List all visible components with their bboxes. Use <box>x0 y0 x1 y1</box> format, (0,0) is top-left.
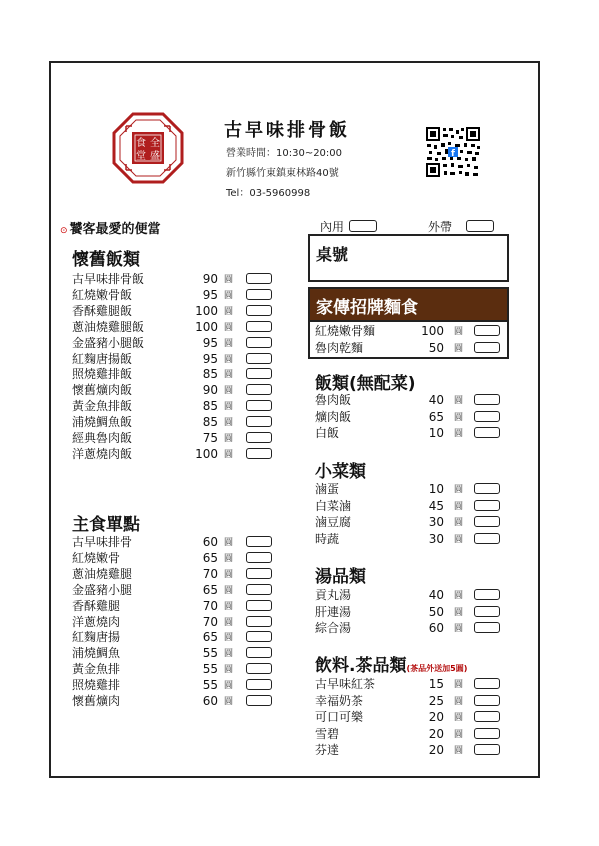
item-quantity-box[interactable] <box>246 552 272 563</box>
section-title-plain-rice: 飯類(無配菜) <box>315 374 416 394</box>
item-name: 紅燒嫩骨 <box>72 550 121 565</box>
table-number-box[interactable] <box>308 234 509 282</box>
item-price: 25 <box>428 693 444 708</box>
item-price: 10 <box>428 482 444 496</box>
menu-item-row <box>72 566 276 582</box>
section-title-drinks: 飲料.茶品類 <box>315 656 407 676</box>
menu-item-row <box>72 582 276 598</box>
item-unit: 圓 <box>454 534 464 545</box>
item-name: 魯肉乾麵 <box>315 340 364 355</box>
item-price: 70 <box>202 598 218 613</box>
item-quantity-box[interactable] <box>474 394 500 405</box>
item-quantity-box[interactable] <box>246 679 272 690</box>
item-price: 95 <box>202 351 218 366</box>
menu-item-row <box>72 398 276 414</box>
item-unit: 圓 <box>224 386 234 397</box>
item-quantity-box[interactable] <box>474 500 500 511</box>
item-name: 紅麴唐揚飯 <box>72 351 133 366</box>
item-unit: 圓 <box>224 306 234 317</box>
item-name: 金盛豬小腿 <box>72 582 133 597</box>
item-unit: 圓 <box>454 591 464 601</box>
item-name: 蔥油燒雞腿飯 <box>72 319 145 334</box>
menu-item-row <box>72 550 276 566</box>
item-name: 幸福奶茶 <box>315 693 364 708</box>
item-name: 浦燒鯛魚飯 <box>72 415 133 430</box>
item-quantity-box[interactable] <box>246 432 272 443</box>
menu-item-row <box>315 409 504 425</box>
item-unit: 圓 <box>454 624 464 634</box>
item-quantity-box[interactable] <box>246 416 272 427</box>
item-price: 50 <box>428 604 444 619</box>
item-unit: 圓 <box>454 485 464 495</box>
dine-in-label: 內用 <box>320 220 345 234</box>
menu-item-row <box>315 676 504 692</box>
item-quantity-box[interactable] <box>246 305 272 316</box>
item-quantity-box[interactable] <box>246 337 272 348</box>
menu-item-row <box>315 340 504 356</box>
item-price: 45 <box>428 498 444 513</box>
item-unit: 圓 <box>224 338 234 349</box>
item-price: 85 <box>202 367 218 382</box>
item-name: 白菜滷 <box>315 498 352 513</box>
menu-item-row <box>72 335 276 351</box>
item-price: 20 <box>428 743 444 757</box>
menu-item-row <box>72 677 276 693</box>
item-quantity-box[interactable] <box>246 273 272 284</box>
item-unit: 圓 <box>224 649 234 660</box>
menu-item-row <box>315 514 504 530</box>
item-price: 65 <box>428 409 444 424</box>
menu-item-row <box>315 742 504 758</box>
menu-item-row <box>72 661 276 677</box>
item-unit: 圓 <box>224 322 234 333</box>
signature-noodles-banner <box>308 287 509 322</box>
item-price: 70 <box>202 566 218 581</box>
item-quantity-box[interactable] <box>474 744 500 755</box>
item-price: 65 <box>202 582 218 597</box>
item-quantity-box[interactable] <box>246 584 272 595</box>
menu-item-row <box>72 414 276 430</box>
menu-item-row <box>315 481 504 497</box>
svg-text:食: 食 <box>136 138 146 149</box>
menu-item-row <box>72 693 276 709</box>
item-name: 洋蔥燒肉飯 <box>72 446 133 461</box>
item-quantity-box[interactable] <box>474 533 500 544</box>
item-quantity-box[interactable] <box>246 600 272 611</box>
item-unit: 圓 <box>224 585 234 596</box>
item-name: 可口可樂 <box>315 710 364 724</box>
item-unit: 圓 <box>224 290 234 301</box>
item-unit: 圓 <box>454 327 464 337</box>
item-price: 20 <box>428 726 444 741</box>
item-quantity-box[interactable] <box>474 678 500 689</box>
item-unit: 圓 <box>224 418 234 429</box>
menu-item-row <box>315 709 504 725</box>
item-quantity-box[interactable] <box>474 695 500 706</box>
menu-item-row <box>315 620 504 636</box>
item-name: 浦燒鯛魚 <box>72 646 121 661</box>
item-price: 40 <box>428 393 444 407</box>
item-unit: 圓 <box>224 402 234 413</box>
item-name: 芬達 <box>315 743 340 757</box>
item-unit: 圓 <box>224 633 234 644</box>
item-name: 金盛豬小腿飯 <box>72 335 145 350</box>
telephone: Tel：03-5960998 <box>226 188 311 199</box>
address: 新竹縣竹東鎮東林路40號 <box>226 168 339 179</box>
item-unit: 圓 <box>454 746 464 756</box>
item-price: 50 <box>428 340 444 355</box>
item-quantity-box[interactable] <box>474 622 500 633</box>
item-price: 85 <box>202 415 218 430</box>
item-name: 時蔬 <box>315 531 340 546</box>
menu-item-row <box>72 534 276 550</box>
item-price: 55 <box>202 662 218 677</box>
item-price: 10 <box>428 426 444 440</box>
item-unit: 圓 <box>224 354 234 365</box>
item-price: 70 <box>202 614 218 629</box>
item-unit: 圓 <box>454 518 464 528</box>
item-name: 滷蛋 <box>315 482 340 496</box>
item-quantity-box[interactable] <box>246 289 272 300</box>
item-quantity-box[interactable] <box>474 589 500 600</box>
item-quantity-box[interactable] <box>246 321 272 332</box>
item-price: 100 <box>195 446 218 461</box>
item-unit: 圓 <box>224 538 234 548</box>
menu-item-row <box>72 366 276 382</box>
item-quantity-box[interactable] <box>246 400 272 411</box>
takeout-checkbox[interactable] <box>466 220 494 232</box>
item-name: 黃金魚排飯 <box>72 399 133 414</box>
item-name: 照燒雞排飯 <box>72 367 133 382</box>
menu-item-row <box>72 382 276 398</box>
menu-item-row <box>72 598 276 614</box>
item-price: 65 <box>202 550 218 565</box>
item-unit: 圓 <box>224 449 234 460</box>
item-name: 紅燒嫩骨麵 <box>315 324 376 338</box>
item-quantity-box[interactable] <box>246 631 272 642</box>
table-number-label: 桌號 <box>316 245 349 264</box>
item-price: 100 <box>195 319 218 334</box>
item-unit: 圓 <box>454 429 464 439</box>
item-name: 黃金魚排 <box>72 662 121 677</box>
menu-item-row <box>72 271 276 287</box>
menu-item-row <box>72 303 276 319</box>
item-unit: 圓 <box>454 501 464 512</box>
qr-code-icon <box>425 126 481 178</box>
menu-item-row <box>315 604 504 620</box>
item-unit: 圓 <box>224 370 234 381</box>
item-name: 雪碧 <box>315 726 340 741</box>
menu-item-row <box>72 446 276 462</box>
item-unit: 圓 <box>224 434 234 444</box>
item-unit: 圓 <box>224 601 234 612</box>
item-name: 古早味排骨 <box>72 535 133 549</box>
menu-item-row <box>315 498 504 514</box>
item-price: 15 <box>428 677 444 691</box>
item-quantity-box[interactable] <box>246 353 272 364</box>
menu-item-row <box>72 287 276 303</box>
item-unit: 圓 <box>224 681 234 692</box>
item-price: 30 <box>428 515 444 529</box>
item-price: 30 <box>428 531 444 546</box>
favorite-note: ⊙ 饕客最愛的便當 <box>60 222 161 237</box>
menu-item-row <box>72 629 276 645</box>
note-bullet-icon: ⊙ <box>60 226 68 236</box>
item-unit: 圓 <box>224 617 234 628</box>
menu-item-row <box>72 319 276 335</box>
item-quantity-box[interactable] <box>474 342 500 353</box>
svg-text:全: 全 <box>150 138 160 149</box>
item-price: 40 <box>428 588 444 602</box>
item-name: 洋蔥燒肉 <box>72 614 121 629</box>
item-price: 55 <box>202 646 218 661</box>
item-price: 60 <box>202 694 218 708</box>
section-title-drinks-group <box>315 651 467 676</box>
item-unit: 圓 <box>454 396 464 406</box>
item-price: 85 <box>202 399 218 414</box>
item-name: 紅麴唐揚 <box>72 630 121 645</box>
svg-text:f: f <box>451 149 455 159</box>
menu-item-row <box>315 425 504 441</box>
item-quantity-box[interactable] <box>246 663 272 674</box>
item-name: 貢丸湯 <box>315 588 352 602</box>
item-quantity-box[interactable] <box>246 536 272 547</box>
item-unit: 圓 <box>224 697 234 707</box>
item-price: 75 <box>202 431 218 445</box>
item-price: 90 <box>202 272 218 286</box>
item-price: 100 <box>195 303 218 318</box>
dine-in-checkbox[interactable] <box>349 220 377 232</box>
item-price: 95 <box>202 287 218 302</box>
item-unit: 圓 <box>454 696 464 707</box>
item-unit: 圓 <box>224 569 234 580</box>
menu-item-row <box>315 323 504 339</box>
item-name: 紅燒嫩骨飯 <box>72 287 133 302</box>
item-unit: 圓 <box>454 412 464 423</box>
item-quantity-box[interactable] <box>474 711 500 722</box>
menu-item-row <box>72 430 276 446</box>
item-price: 55 <box>202 678 218 693</box>
item-name: 香酥雞腿 <box>72 598 121 613</box>
item-quantity-box[interactable] <box>474 411 500 422</box>
svg-text:盛: 盛 <box>150 151 160 162</box>
section-title-soups: 湯品類 <box>315 567 366 587</box>
section-title-side-dishes: 小菜類 <box>315 462 366 482</box>
section-title-main-dishes: 主食單點 <box>72 515 140 535</box>
item-quantity-box[interactable] <box>246 647 272 658</box>
item-quantity-box[interactable] <box>246 568 272 579</box>
item-unit: 圓 <box>454 343 464 354</box>
item-name: 魯肉飯 <box>315 393 352 407</box>
item-price: 65 <box>202 630 218 645</box>
item-quantity-box[interactable] <box>474 728 500 739</box>
item-name: 古早味紅茶 <box>315 677 376 691</box>
item-name: 經典魯肉飯 <box>72 431 133 445</box>
item-name: 綜合湯 <box>315 621 352 635</box>
item-name: 爌肉飯 <box>315 409 352 424</box>
item-price: 95 <box>202 335 218 350</box>
menu-item-row <box>315 693 504 709</box>
item-unit: 圓 <box>454 680 464 690</box>
item-quantity-box[interactable] <box>474 516 500 527</box>
menu-item-row <box>315 531 504 547</box>
item-unit: 圓 <box>224 275 234 285</box>
item-unit: 圓 <box>454 713 464 723</box>
item-quantity-box[interactable] <box>246 616 272 627</box>
item-name: 懷舊爌肉 <box>72 694 121 708</box>
item-quantity-box[interactable] <box>246 448 272 459</box>
item-quantity-box[interactable] <box>246 384 272 395</box>
item-quantity-box[interactable] <box>474 427 500 438</box>
item-price: 90 <box>202 383 218 398</box>
item-unit: 圓 <box>224 665 234 676</box>
item-unit: 圓 <box>224 553 234 564</box>
section-title-rice: 懷舊飯類 <box>72 250 140 270</box>
item-price: 60 <box>202 535 218 549</box>
item-name: 蔥油燒雞腿 <box>72 566 133 581</box>
item-price: 20 <box>428 710 444 724</box>
menu-item-row <box>315 587 504 603</box>
item-quantity-box[interactable] <box>474 325 500 336</box>
item-quantity-box[interactable] <box>474 483 500 494</box>
item-quantity-box[interactable] <box>246 695 272 706</box>
item-price: 60 <box>428 621 444 635</box>
item-name: 懷舊爌肉飯 <box>72 383 133 398</box>
takeout-label: 外帶 <box>428 220 453 234</box>
drinks-delivery-note: (茶品外送加5圓) <box>406 664 468 673</box>
menu-item-row <box>72 351 276 367</box>
item-unit: 圓 <box>454 729 464 740</box>
item-name: 白飯 <box>315 426 340 440</box>
item-quantity-box[interactable] <box>474 606 500 617</box>
menu-item-row <box>72 614 276 630</box>
item-name: 滷豆腐 <box>315 515 352 529</box>
menu-item-row <box>315 726 504 742</box>
item-name: 肝連湯 <box>315 604 352 619</box>
item-price: 100 <box>421 324 444 338</box>
item-name: 香酥雞腿飯 <box>72 303 133 318</box>
menu-item-row <box>315 392 504 408</box>
item-name: 照燒雞排 <box>72 678 121 693</box>
business-hours: 營業時間：10:30~20:00 <box>226 148 343 159</box>
item-quantity-box[interactable] <box>246 368 272 379</box>
restaurant-name: 古早味排骨飯 <box>224 120 350 141</box>
restaurant-logo-icon <box>112 112 184 184</box>
menu-item-row <box>72 645 276 661</box>
signature-noodles-title: 家傳招牌麵食 <box>316 298 418 318</box>
item-unit: 圓 <box>454 607 464 618</box>
item-name: 古早味排骨飯 <box>72 272 145 286</box>
svg-text:堂: 堂 <box>136 151 146 162</box>
